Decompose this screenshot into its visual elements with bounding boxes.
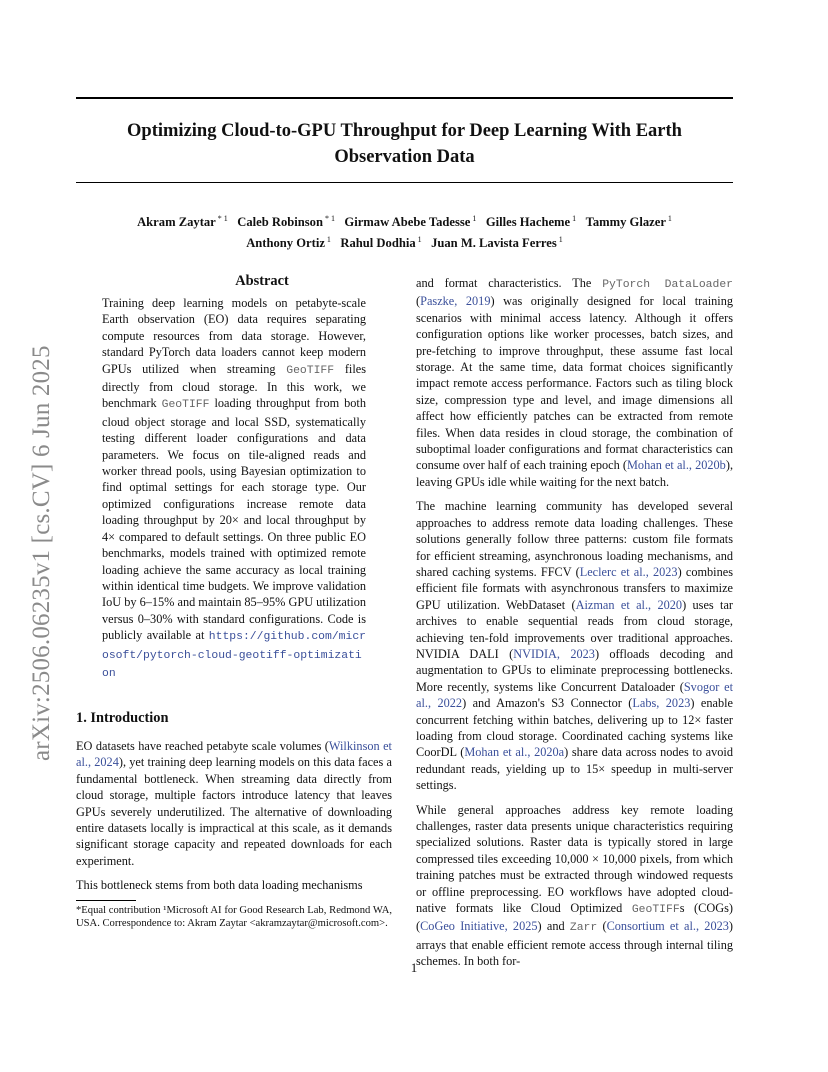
- citation-link[interactable]: NVIDIA, 2023: [513, 646, 595, 661]
- page-number: 1: [410, 960, 418, 975]
- citation-link[interactable]: Paszke, 2019: [420, 294, 491, 309]
- author-line-1: [76, 210, 733, 231]
- abstract-text: Training deep learning models on petabyte-scale Earth observation (EO) data requires separating compute resources from data storage. However, standard PyTorch data loaders cannot keep modern GPUs utilized when streaming GeoTIFF files directly from cloud storage. In this work, we benchmark GeoTIFF loading throughput from both cloud object storage and local SSD, systematically testing different loader configurations and data parameters. We focus on tile-aligned reads and worker thread pools, using Bayesian optimization to find optimal settings for each storage type. Our optimized configurations increase remote data loading throughput by 20× and local throughput by 4× compared to default settings. On three public EO benchmarks, models trained with optimized remote loading achieve the same accuracy as local training within identical time budgets. We improve validation IoU by 6–15% and maintain 85–95% GPU utilization versus 0–30% with standard configurations. Code is publicly available at https://github.com/microsoft/pytorch-cloud-geotiff-optimization: [102, 296, 367, 680]
- right-paragraph-3: While general approaches address key remote loading challenges, raster data presents unique characteristics requiring specialized solutions. Raster data is typically stored in large compressed tiles exceeding 10,000 × 10,000 pixels, from which training patches must be extracted through windowed requests or offline preprocessing. EO workflows have adopted cloud-native formats like Cloud Optimized GeoTIFFs (COGs) (CoGeo Initiative, 2025) and Zarr (Consortium et al., 2023) arrays that enable efficient remote access through internal tiling schemes. In both for-: [416, 802, 734, 969]
- intro-paragraph-2: This bottleneck stems from both data loading mechanisms: [76, 878, 363, 893]
- author-name: Akram Zaytar: [137, 215, 216, 230]
- citation-link[interactable]: CoGeo Initiative, 2025: [420, 919, 538, 934]
- author-name: Rahul Dodhia: [340, 236, 416, 251]
- author-name: Caleb Robinson: [237, 215, 323, 230]
- abstract-body: [102, 295, 366, 682]
- intro-body: [76, 738, 392, 894]
- author-affiliation-marker: 1: [415, 235, 422, 245]
- title-top-rule: [76, 97, 733, 99]
- author-name: Girmaw Abebe Tadesse: [344, 215, 471, 230]
- right-paragraph-2: The machine learning community has developed several approaches to address remote data loading challenges. These solutions generally follow three patterns: custom file formats for efficient streaming, asynchronous loading mechanisms, and shared caching systems. FFCV (Leclerc et al., 2023) combines efficient file formats with asynchronous transfers to maximize GPU utilization. WebDataset (Aizman et al., 2020) uses tar archives to enable sequential reads from cloud storage, achieving ten-fold improvements over traditional approaches. NVIDIA DALI (NVIDIA, 2023) offloads decoding and augmentation to GPUs to eliminate preprocessing bottlenecks. More recently, systems like Concurrent Dataloader (Svogor et al., 2022) and Amazon's S3 Connector (Labs, 2023) enable concurrent fetching within batches, delivering up to 12× faster loading from cloud storage. Coordinated caching systems like CoorDL (Mohan et al., 2020a) share data across nodes to avoid redundant reads, yielding up to 15× speedup in multi-server settings.: [416, 499, 734, 793]
- author-name: Juan M. Lavista Ferres: [431, 236, 557, 251]
- abstract-heading: Abstract: [235, 273, 289, 289]
- author-name: Gilles Hacheme: [485, 215, 571, 230]
- citation-link[interactable]: Consortium et al., 2023: [606, 919, 729, 934]
- intro-paragraph-1: EO datasets have reached petabyte scale volumes (Wilkinson et al., 2024), yet training deep learning models on this data faces a fundamental bottleneck. When streaming data directly from cloud storage, multiple factors introduce latency that leaves GPUs severely underutilized. The alternative of downloading entire datasets locally is impractical at this scale, as it demands significant storage capacity and repeated downloads for each experiment.: [76, 739, 392, 868]
- author-affiliation-marker: * 1: [215, 214, 228, 223]
- author-line-2: [76, 231, 733, 252]
- author-name: Tammy Glazer: [585, 215, 666, 230]
- arxiv-identifier: arXiv:2506.06235v1 [cs.CV] 6 Jun 2025: [28, 345, 55, 761]
- citation-link[interactable]: Svogor et al., 2022: [416, 679, 733, 711]
- title-bottom-rule: [76, 182, 733, 183]
- author-list: [76, 210, 733, 252]
- footnote-divider: [76, 900, 136, 901]
- citation-link[interactable]: Wilkinson et al., 2024: [76, 739, 392, 770]
- right-paragraph-1: and format characteristics. The PyTorch DataLoader (Paszke, 2019) was originally designed for local training scenarios with minimal access latency. Although it offers configuration options like worker processes, batch sizes, and pre-fetching to improve throughput, these assume fast local storage. At the same time, data format choices significantly impact remote access performance. Factors such as tiling block size, compression type and level, and image dimensions all affect how efficiently patches can be extracted from remote files. When data resides in cloud storage, the combination of suboptimal loader configurations and format characteristics can consume over half of each training epoch (Mohan et al., 2020b), leaving GPUs idle while waiting for the next batch.: [416, 276, 734, 489]
- citation-link[interactable]: Leclerc et al., 2023: [579, 564, 678, 579]
- paper-title: Optimizing Cloud-to-GPU Throughput for Deep Learning With Earth Observation Data: [127, 121, 682, 167]
- author-affiliation-marker: * 1: [322, 214, 335, 223]
- author-affiliation-marker: 1: [570, 214, 577, 223]
- author-affiliation-marker: 1: [324, 235, 331, 245]
- section-heading-introduction: 1. Introduction: [76, 710, 169, 726]
- author-affiliation-marker: 1: [470, 214, 477, 223]
- citation-link[interactable]: Labs, 2023: [632, 696, 691, 711]
- citation-link[interactable]: Mohan et al., 2020b: [627, 458, 726, 473]
- citation-link[interactable]: Mohan et al., 2020a: [464, 745, 565, 760]
- code-repository-link[interactable]: https://github.com/microsoft/pytorch-cloud-geotiff-optimization: [102, 631, 366, 680]
- right-column: [416, 275, 733, 970]
- author-affiliation-marker: 1: [665, 214, 672, 223]
- author-name: Anthony Ortiz: [246, 236, 325, 251]
- citation-link[interactable]: Aizman et al., 2020: [575, 597, 683, 612]
- footnote: *Equal contribution ¹Microsoft AI for Good Research Lab, Redmond WA, USA. Correspondence to: Akram Zaytar <akramzaytar@microsoft.com>.: [76, 905, 392, 930]
- author-affiliation-marker: 1: [556, 235, 563, 245]
